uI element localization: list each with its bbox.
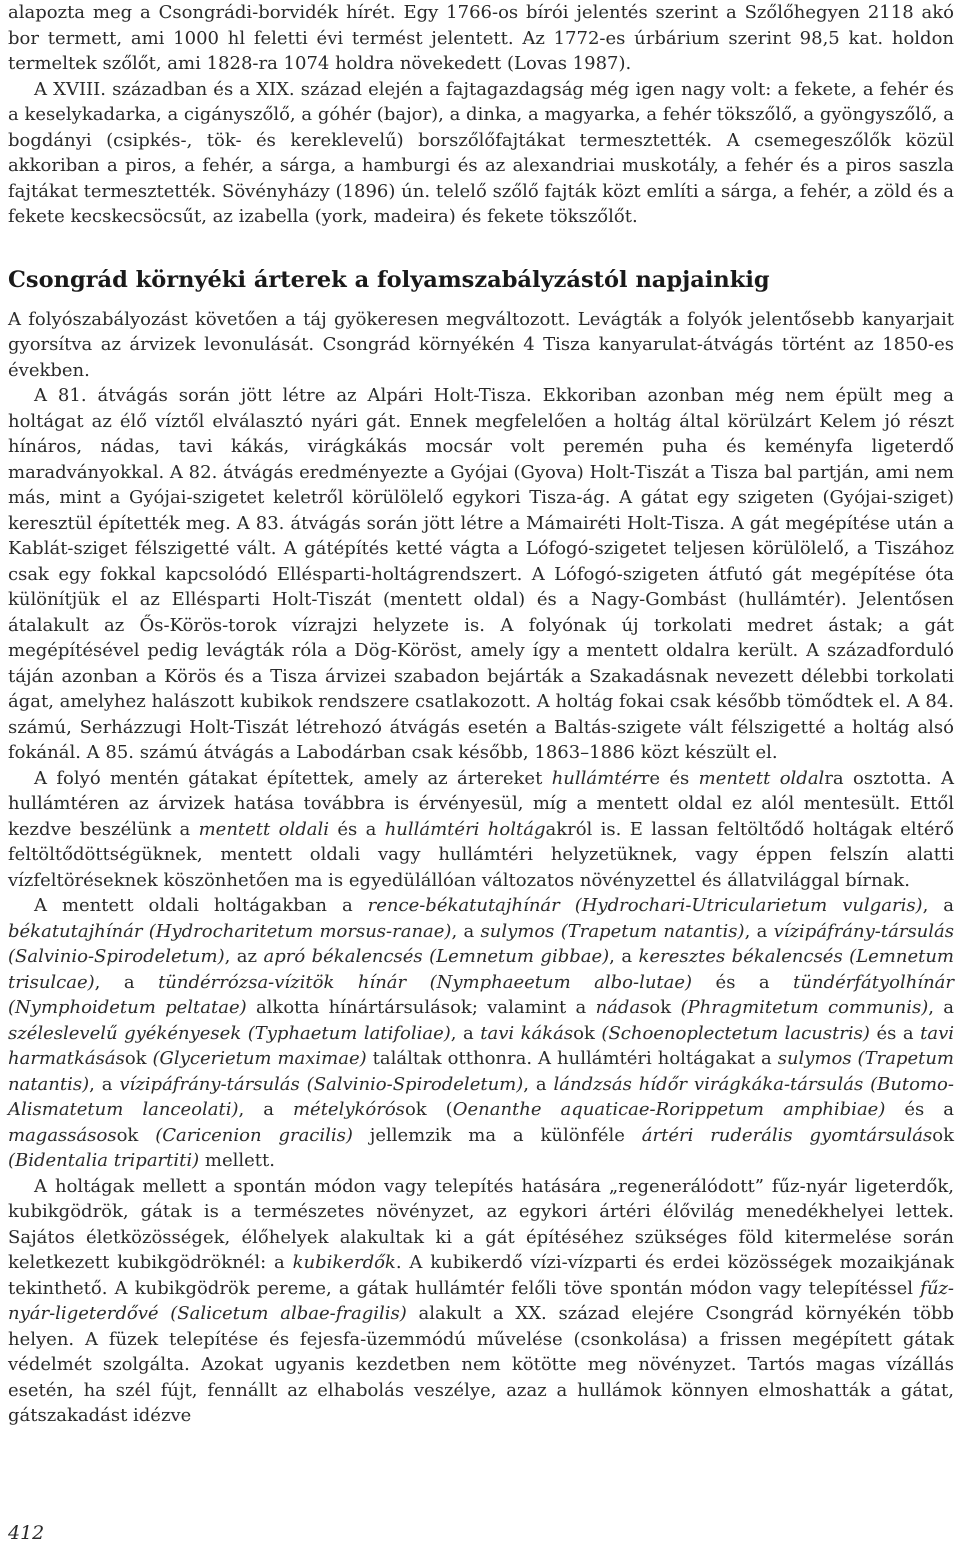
intro-paragraph-2: A XVIII. században és a XIX. század elején a fajtagazdagság még igen nagy volt: a fekete, a fehér és a keselykadarka, a cigányszőlő, a góhér (bajor), a dinka, a magyarka, a fehér tökszőlő, a gyöngyszőlő, a bogdányi (csipkés-, tök- és kereklevelű) borszőlőfajtákat termesztették. A csemegeszőlők közül akkoriban a piros, a fehér, a sárga, a hamburgi és az alexandriai muskotály, a fehér és a piros saszla fajtákat termesztették. Sövényházy (1896) ún. telelő szőlő fajták közt említi a sárga, a fehér, a zöld és a fekete kecskecsöcsűt, az izabella (york, madeira) és fekete tökszőlőt. — [8, 78, 954, 227]
section-paragraph-1: A folyószabályozást követően a táj gyökeresen megváltozott. Levágták a folyók jelentősebb kanyarjait gyorsítva az árvizek levonulását. Csongrád környékén 4 Tisza kanyarulat-átvágás történt az 1850-es években. — [8, 308, 954, 381]
section-paragraph-3: A folyó mentén gátakat építettek, amely az ártereket hullámtérre és mentett oldalra osztotta. A hullámtéren az árvizek hatása továbbra is érvényesül, míg a mentett oldal ez alól mentesült. Ettől kezdve beszélünk a mentett oldali és a hullámtéri holtágakról is. E lassan feltöltődő holtágak eltérő feltöltődöttségüknek, mentett oldali vagy hullámtéri helyzetüknek, vagy éppen felszín alatti vízfeltöréseknek köszönhetően ma is egyedülállóan változatos növényzettel és állatvilággal bírnak. — [8, 767, 954, 891]
section-paragraph-2: A 81. átvágás során jött létre az Alpári Holt-Tisza. Ekkoriban azonban még nem épült meg a holtágat az élő víztől elválasztó nyári gát. Ennek megfelelően a holtág által körülzárt Kelem jó részt hínáros, nádas, tavi kákás, virágkákás mocsár volt peremén puha és keményfa ligeterdő maradványokkal. A 82. átvágás eredményezte a Gyójai (Gyova) Holt-Tiszát a Tisza bal partján, ami nem más, mint a Gyójai-szigetet keletről körülölelő egykori Tisza-ág. A gátat egy szigeten (Gyójai-sziget) keresztül építették meg. A 83. átvágás során jött létre a Mámairéti Holt-Tisza. A gát megépítése után a Kablát-sziget félszigetté vált. A gátépítés ketté vágta a Lófogó-szigetet teljesen körülölelő, a Tiszához csak egy fokkal kapcsolódó Ellésparti-holtágrendszert. A Lófogó-szigeten átfutó gát megépítése óta különítjük el az Ellésparti Holt-Tiszát (mentett oldal) és a Nagy-Gombást (hullámtér). Jelentősen átalakult az Ős-Körös-torok vízrajzi helyzete is. A folyónak új torkolati medret ástak; a gát megépítésével pedig levágták róla a Dög-Köröst, amely így a mentett oldalra került. A századforduló táján azonban a Körös és a Tisza árvizei szabadon bejárták a Szakadásnak nevezett délebbi torkolati ágat, amelyhez halászott kubikok rendszere csatlakozott. A holtág fokai csak később tömődtek el. A 84. számú, Serházzugi Holt-Tiszát létrehozó átvágás esetén a Baltás-szigete vált félszigetté a holtág alsó fokánál. A 85. számú átvágás a Labodárban csak később, 1863–1886 közt készült el. — [8, 385, 954, 763]
page-number: 412 — [8, 1522, 45, 1544]
page-content — [8, 0, 954, 1429]
intro-paragraph-1: alapozta meg a Csongrádi-borvidék hírét. Egy 1766-os bírói jelentés szerint a Szőlőhegyen 2118 akó bor termett, ami 1000 hl feletti évi termést jelentett. Az 1772-es úrbárium szerint 98,5 kat. holdon termeltek szőlőt, ami 1828-ra 1074 holdra növekedett (Lovas 1987). — [8, 2, 954, 74]
section-paragraph-5: A holtágak mellett a spontán módon vagy telepítés hatására „regenerálódott” fűz-nyár ligeterdők, kubikgödrök, gátak is a természetes növényzet, az egykori ártéri élővilág menedékhelyei lettek. Sajátos életközösségek, élőhelyek alakultak ki a gát építéséhez szükséges föld kitermelése során keletkezett kubikgödröknél: a kubikerdők. A kubikerdő vízi-vízparti és erdei közösségek mozaikjának tekinthető. A kubikgödrök pereme, a gátak hullámtér felőli töve spontán módon vagy telepítéssel fűz-nyár-ligeterdővé (Salicetum albae-fragilis) alakult a XX. század elejére Csongrád környékén több helyen. A füzek telepítése és fejesfa-üzemmódú művelése (csonkolása) a frissen megépített gátak védelmét szolgálta. Azokat ugyanis kezdetben nem kötötte meg növényzet. Tartós magas vízállás esetén, ha szél fújt, fennállt az elhabolás veszélye, azaz a hullámok könnyen elmoshatták a gátat, gátszakadást idézve — [8, 1175, 954, 1426]
section-paragraph-4: A mentett oldali holtágakban a rence-békatutajhínár (Hydrochari-Utricularietum vulgaris), a békatutajhínár (Hydrocharitetum morsus-ranae), a sulymos (Trapetum natantis), a vízipáfrány-társulás (Salvinio-Spirodeletum), az apró békalencsés (Lemnetum gibbae), a keresztes békalencsés (Lemnetum trisulcae), a tündérrózsa-vízitök hínár (Nymphaeetum albo-lutae) és a tündérfátyolhínár (Nymphoidetum peltatae) alkotta hínártársulások; valamint a nádasok (Phragmitetum communis), a széleslevelű gyékényesek (Typhaetum latifoliae), a tavi kákások (Schoenoplectetum lacustris) és a tavi harmatkásások (Glycerietum maximae) találtak otthonra. A hullámtéri holtágakat a sulymos (Trapetum natantis), a vízipáfrány-társulás (Salvinio-Spirodeletum), a lándzsás hídőr virágkáka-társulás (Butomo-Alismatetum lanceolati), a mételykórósok (Oenanthe aquaticae-Rorippetum amphibiae) és a magassásosok (Caricenion gracilis) jellemzik ma a különféle ártéri ruderális gyomtársulások (Bidentalia tripartiti) mellett. — [8, 895, 955, 1171]
section-heading: Csongrád környéki árterek a folyamszabályzástól napjainkig — [8, 266, 770, 293]
